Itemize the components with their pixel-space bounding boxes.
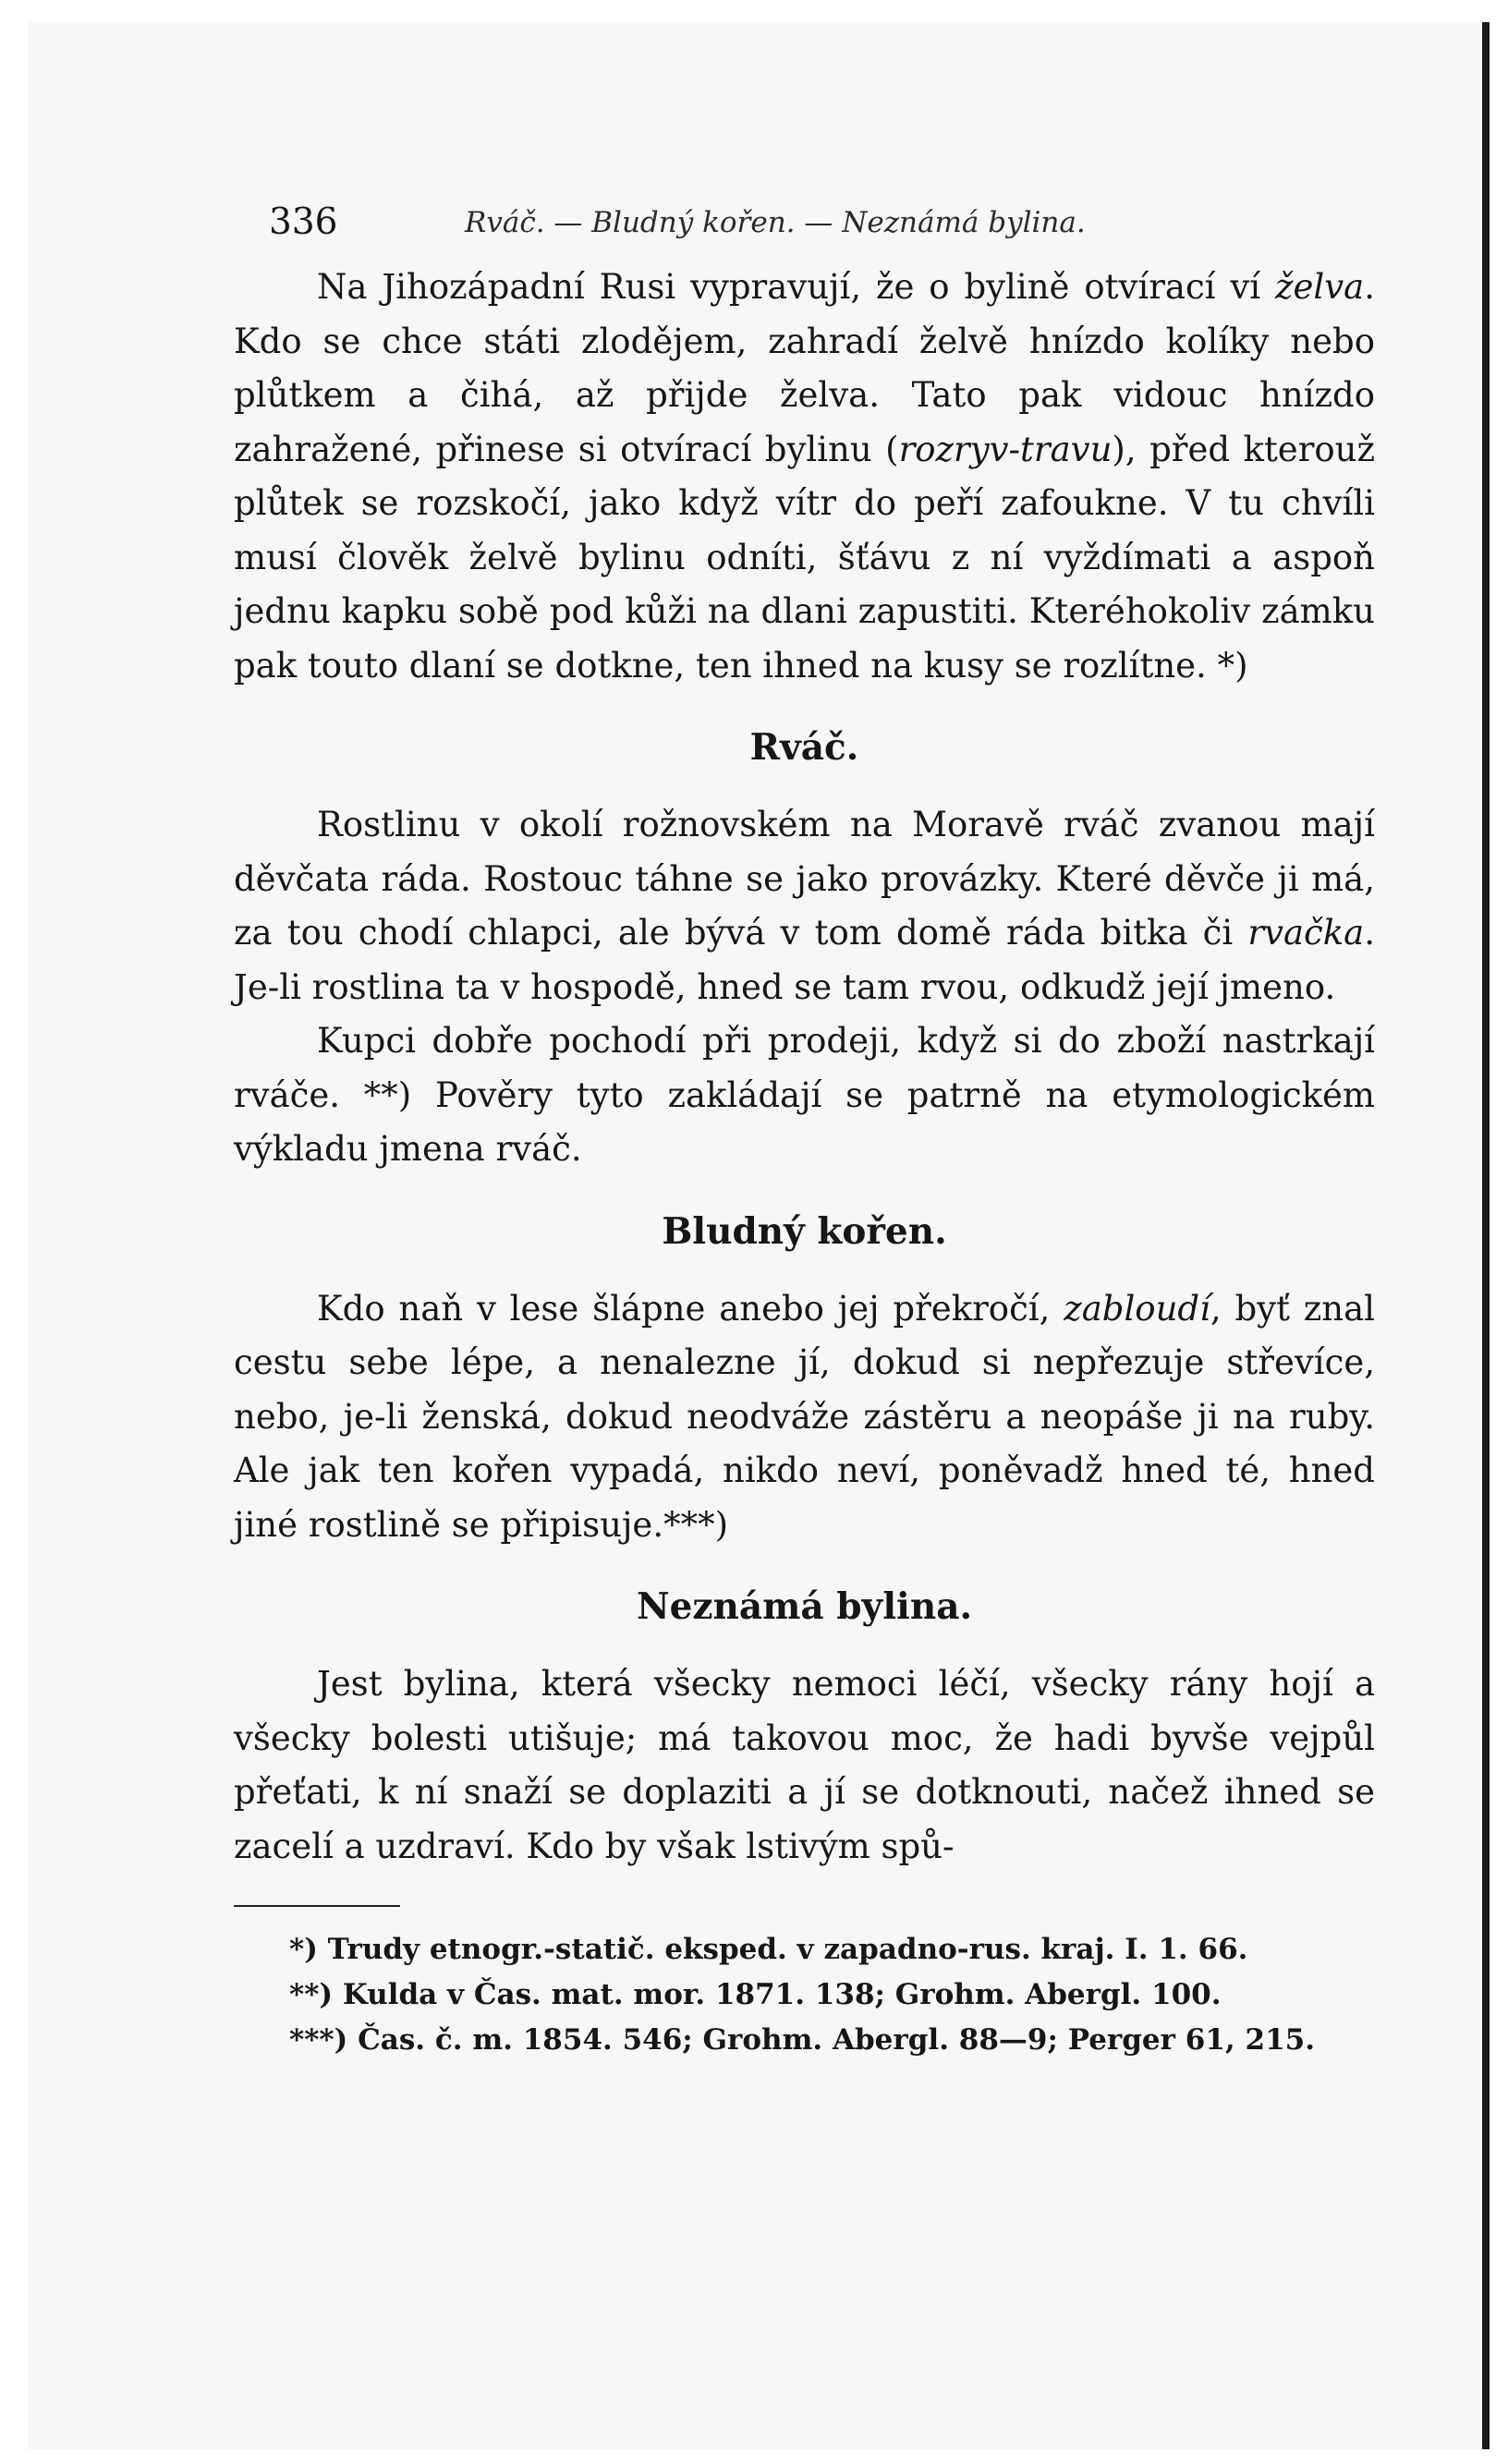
intro-paragraph: Na Jihozápadní Rusi vypravují, že o bylině otvírací ví želva. Kdo se chce státi zlodějem, zahradí želvě hnízdo kolíky nebo plůtkem a čihá, až přijde želva. Tato pak vidouc hnízdo zahražené, přinese si otvírací bylinu (rozryv-travu), před kterouž plůtek se rozskočí, jako když vítr do peří zafoukne. V tu chvíli musí člověk želvě bylinu odníti, šťávu z ní vyždímati a aspoň jednu kapku sobě pod kůži na dlani zapustiti. Kteréhokoliv zámku pak touto dlaní se dotkne, ten ihned na kusy se rozlítne. *): [234, 267, 1375, 686]
bylina-paragraph: Jest bylina, která všecky nemoci léčí, všecky rány hojí a všecky bolesti utišuje; má takovou moc, že hadi byvše vejpůl přeťati, k ní snaží se doplaziti a jí se dotknouti, načež ihned se zacelí a uzdraví. Kdo by však lstivým spů-: [234, 1664, 1375, 1866]
page-content: [234, 196, 1375, 2063]
footnotes: [234, 1927, 1375, 2063]
footnote-separator: [234, 1905, 400, 1907]
italic-term: rozryv-travu: [898, 429, 1113, 469]
section-heading-bludny-koren: Bludný kořen.: [662, 1209, 947, 1253]
running-head: [234, 196, 1375, 261]
italic-term: rvačka: [1247, 913, 1365, 953]
page-number: 336: [269, 201, 338, 243]
footnote-2: **) Kulda v Čas. mat. mor. 1871. 138; Grohm. Abergl. 100.: [289, 1978, 1222, 2011]
book-page: [28, 22, 1490, 2449]
italic-term: zabloudí: [1064, 1288, 1210, 1329]
section-heading-rvac: Rváč.: [749, 726, 859, 769]
footnote-1: *) Trudy etnogr.-statič. eksped. v zapadno-rus. kraj. I. 1. 66.: [289, 1933, 1248, 1966]
italic-term: želva: [1275, 267, 1365, 307]
section-heading-neznama-bylina: Neznámá bylina.: [636, 1585, 973, 1628]
rvac-paragraph-1: Rostlinu v okolí rožnovském na Moravě rváč zvanou mají děvčata ráda. Rostouc táhne se jako provázky. Které děvče ji má, za tou chodí chlapci, ale bývá v tom domě ráda bitka či rvačka. Je-li rostlina ta v hospodě, hned se tam rvou, odkudž její jmeno.: [234, 805, 1375, 1007]
rvac-paragraph-2: Kupci dobře pochodí při prodeji, když si do zboží nastrkají rváče. **) Pověry tyto zakládají se patrně na etymologickém výkladu jmena rváč.: [234, 1021, 1375, 1169]
running-title: Rváč. — Bludný kořen. — Neznámá bylina.: [465, 206, 1086, 239]
koren-paragraph: Kdo naň v lese šlápne anebo jej překročí, zabloudí, byť znal cestu sebe lépe, a nenalezne jí, dokud si nepřezuje střevíce, nebo, je-li ženská, dokud neodváže zástěru a neopáše ji na ruby. Ale jak ten kořen vypadá, nikdo neví, poněvadž hned té, hned jiné rostlině se připisuje.***): [234, 1288, 1375, 1545]
footnote-3: ***) Čas. č. m. 1854. 546; Grohm. Abergl. 88—9; Perger 61, 215.: [289, 2023, 1316, 2057]
